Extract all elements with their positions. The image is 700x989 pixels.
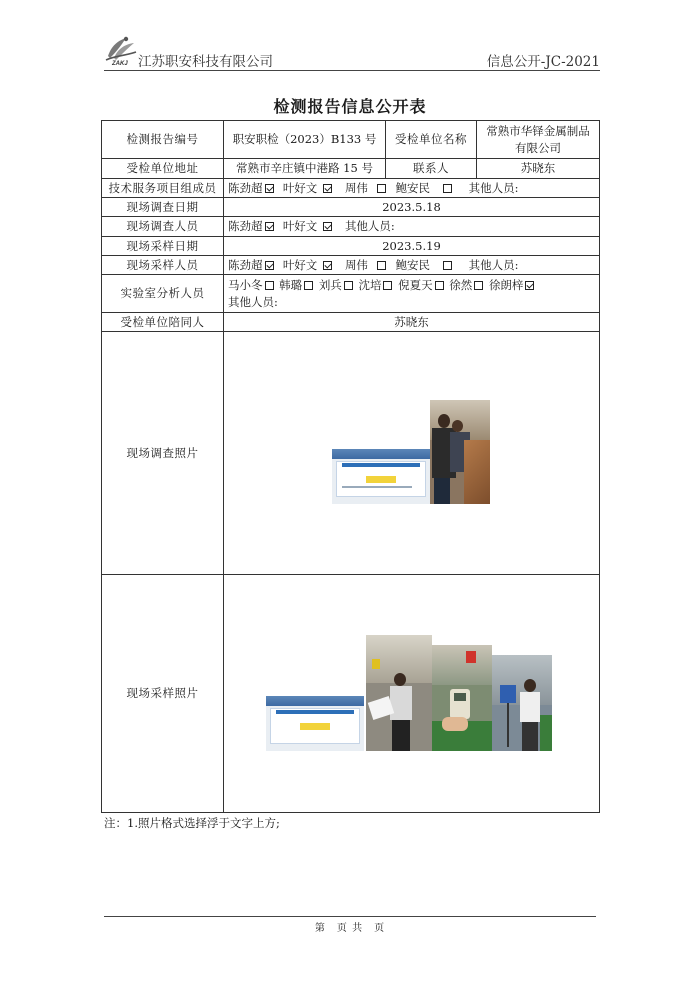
form-code: 信息公开-JC-2021 [486, 54, 600, 70]
sampling-photos-label: 现场采样照片 [102, 575, 224, 813]
report-table [101, 120, 600, 813]
other-staff-label: 其他人员: [228, 294, 278, 309]
footer-divider [104, 916, 596, 917]
checkbox-checked[interactable] [265, 222, 274, 231]
row-report-no [102, 121, 600, 159]
row-tech-team [102, 179, 600, 198]
survey-date-label: 现场调查日期 [102, 198, 224, 217]
checkbox-unchecked[interactable] [344, 281, 353, 290]
row-lab-staff [102, 275, 600, 313]
survey-staff-value [224, 217, 600, 237]
sampling-photo-equipment [492, 655, 552, 751]
survey-photos-label: 现场调查照片 [102, 332, 224, 575]
other-staff-label: 其他人员: [344, 219, 395, 233]
member-name: 陈劲超 [228, 219, 263, 233]
checkbox-unchecked[interactable] [377, 261, 386, 270]
checkbox-checked[interactable] [323, 261, 332, 270]
member-name: 叶好文 [282, 180, 318, 195]
checkbox-checked[interactable] [265, 184, 274, 193]
page-footer: 第 页 共 页 [314, 923, 386, 934]
sampling-photo-meter [432, 645, 492, 751]
sampling-photo-sign [266, 696, 364, 751]
survey-staff-label: 现场调查人员 [102, 217, 224, 237]
sampling-date-label: 现场采样日期 [102, 237, 224, 256]
member-name: 徐朗梓 [488, 277, 524, 292]
member-name: 叶好文 [282, 219, 318, 233]
member-name: 鲍安民 [395, 257, 431, 272]
survey-photo-workers [430, 400, 490, 504]
member-name: 陈劲超 [228, 257, 263, 272]
address-value: 常熟市辛庄镇中港路 15 号 [224, 159, 386, 179]
checkbox-unchecked[interactable] [443, 184, 452, 193]
escort-value: 苏晓东 [224, 313, 600, 332]
row-survey-date [102, 198, 600, 217]
member-name: 鲍安民 [395, 180, 431, 195]
tech-team-label: 技术服务项目组成员 [102, 179, 224, 198]
checkbox-unchecked[interactable] [383, 281, 392, 290]
logo-text: ZAKJ [112, 61, 128, 67]
survey-photos-cell [224, 332, 600, 575]
company-logo [104, 34, 138, 70]
member-name: 陈劲超 [228, 180, 263, 195]
checkbox-unchecked[interactable] [377, 184, 386, 193]
row-sampling-staff [102, 256, 600, 275]
row-sampling-photos [102, 575, 600, 813]
row-address [102, 159, 600, 179]
report-no-label: 检测报告编号 [102, 121, 224, 159]
row-sampling-date [102, 237, 600, 256]
unit-name-value: 常熟市华铎金属制品有限公司 [477, 121, 600, 159]
contact-value: 苏晓东 [477, 159, 600, 179]
page-title: 检测报告信息公开表 [273, 97, 427, 116]
lab-staff-label: 实验室分析人员 [102, 275, 224, 313]
member-name: 徐然 [449, 277, 473, 292]
tech-team-value [224, 179, 600, 198]
checkbox-unchecked[interactable] [435, 281, 444, 290]
survey-photo-sign [332, 449, 430, 504]
member-name: 叶好文 [282, 257, 318, 272]
row-survey-staff [102, 217, 600, 237]
checkbox-unchecked[interactable] [474, 281, 483, 290]
row-survey-photos [102, 332, 600, 575]
checkbox-checked[interactable] [323, 184, 332, 193]
sampling-staff-value [224, 256, 600, 275]
checkbox-unchecked[interactable] [443, 261, 452, 270]
sampling-staff-label: 现场采样人员 [102, 256, 224, 275]
member-name: 沈培 [358, 277, 382, 292]
checkbox-checked[interactable] [323, 222, 332, 231]
lab-staff-value [224, 275, 600, 313]
page-header [104, 34, 600, 74]
member-name: 刘兵 [318, 277, 342, 292]
company-name: 江苏职安科技有限公司 [138, 54, 273, 70]
footnote: 注：1.照片格式选择浮于文字上方; [104, 816, 280, 830]
address-label: 受检单位地址 [102, 159, 224, 179]
survey-date-value: 2023.5.18 [224, 198, 600, 217]
sampling-photos-cell [224, 575, 600, 813]
checkbox-unchecked[interactable] [304, 281, 313, 290]
member-name: 周伟 [344, 180, 368, 195]
sampling-date-value: 2023.5.19 [224, 237, 600, 256]
contact-label: 联系人 [386, 159, 477, 179]
checkbox-unchecked[interactable] [265, 281, 274, 290]
header-divider [104, 70, 600, 71]
escort-label: 受检单位陪同人 [102, 313, 224, 332]
checkbox-checked[interactable] [525, 281, 534, 290]
member-name: 倪夏天 [398, 277, 433, 292]
other-staff-label: 其他人员: [468, 180, 519, 195]
member-name: 马小冬 [228, 277, 263, 292]
member-name: 韩璐 [279, 277, 303, 292]
checkbox-checked[interactable] [265, 261, 274, 270]
other-staff-label: 其他人员: [468, 257, 519, 272]
unit-name-label: 受检单位名称 [386, 121, 477, 159]
sampling-photo-worker [366, 635, 432, 751]
member-name: 周伟 [344, 257, 368, 272]
row-escort [102, 313, 600, 332]
report-no-value: 职安职检（2023）B133 号 [224, 121, 386, 159]
